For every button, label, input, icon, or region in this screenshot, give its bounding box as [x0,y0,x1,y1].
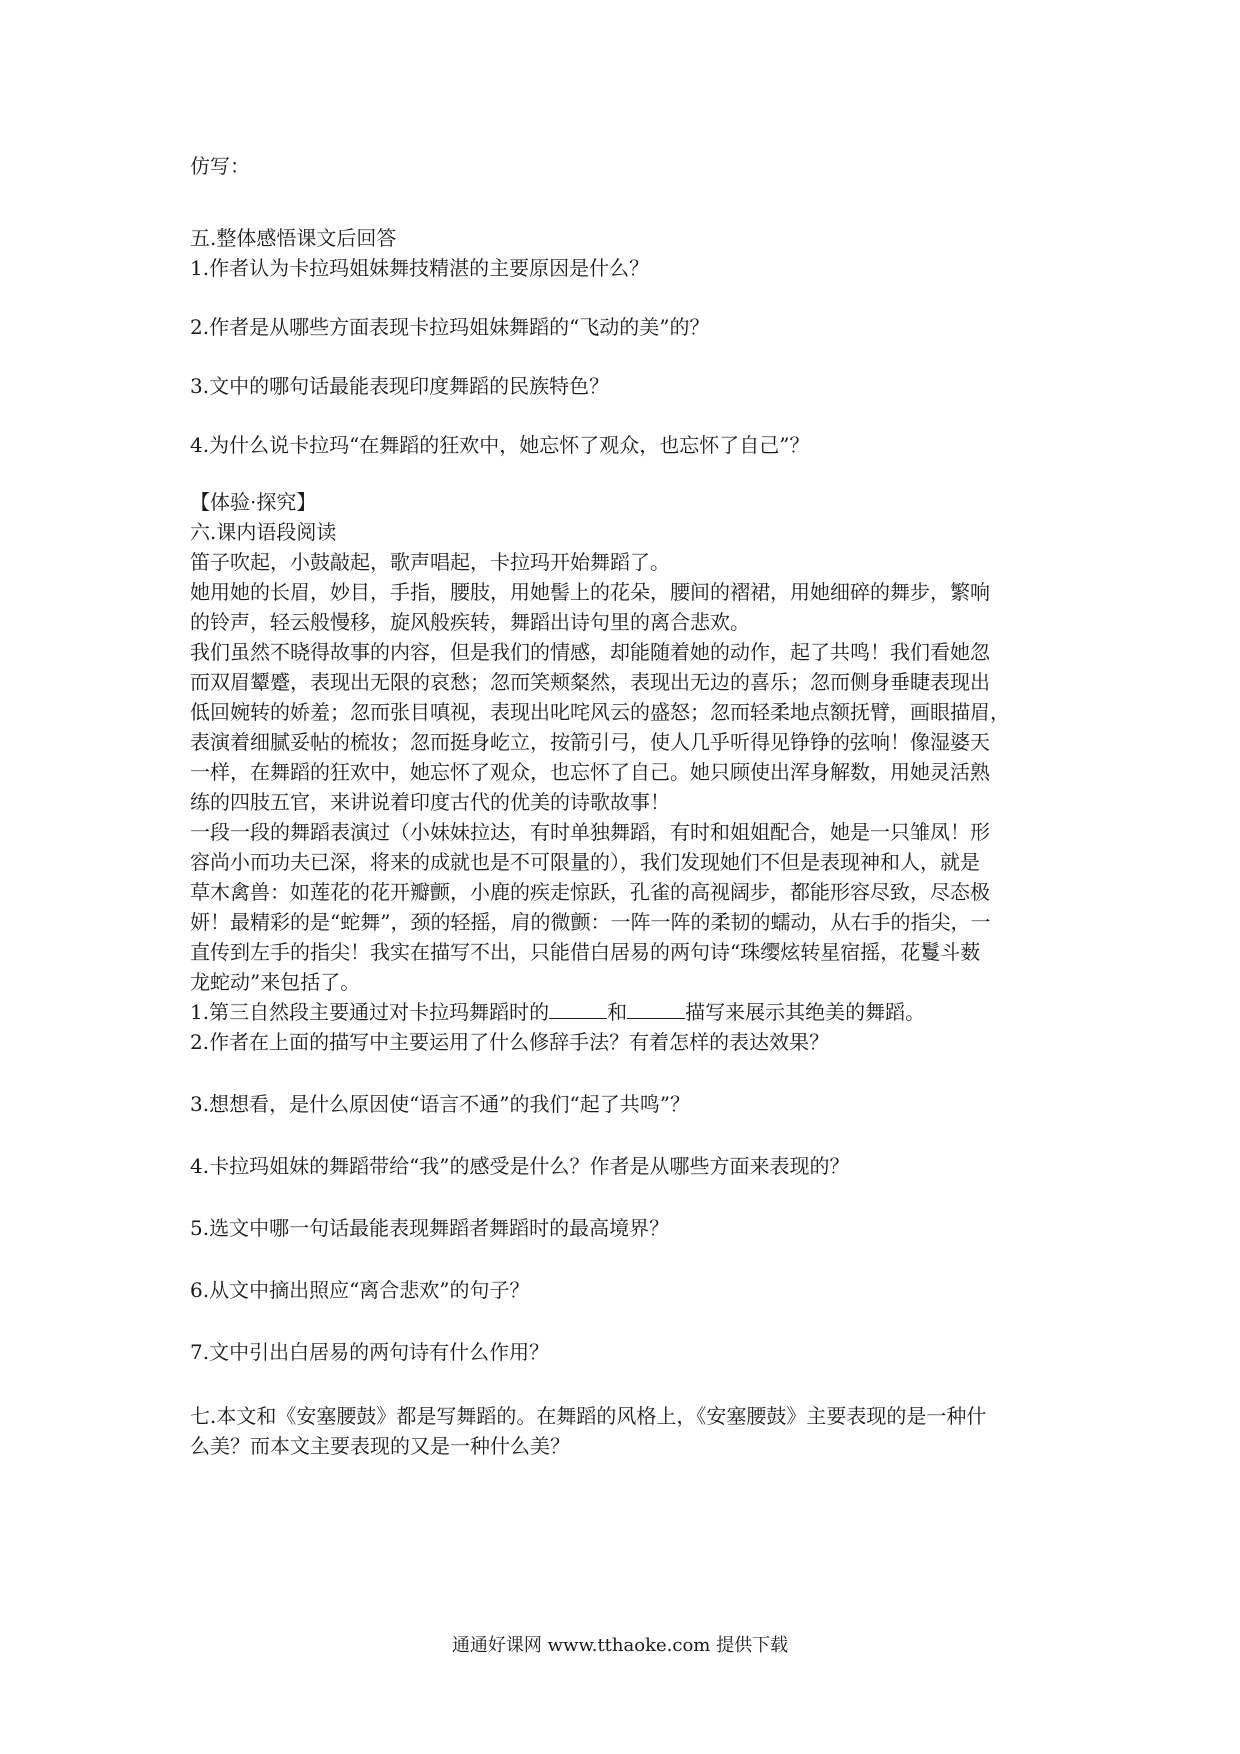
passage-line: 我们虽然不晓得故事的内容，但是我们的情感，却能随着她的动作，起了共鸣！我们看她忽 [190,640,990,664]
passage-line: 练的四肢五官，来讲说着印度古代的优美的诗歌故事！ [190,790,670,814]
passage-line: 低回婉转的娇羞；忽而张目嗔视，表现出叱咤风云的盛怒；忽而轻柔地点额抚臂，画眼描眉， [190,700,1010,724]
imitation-writing-label: 仿写： [190,154,250,178]
experience-heading: 【体验·探究】 [190,490,317,514]
answer-blank[interactable] [627,998,685,1019]
fill-in-text: 1.第三自然段主要通过对卡拉玛舞蹈时的 [190,1000,550,1024]
section-six-heading: 六.课内语段阅读 [190,520,337,544]
passage-line: 她用她的长眉，妙目，手指，腰肢，用她髻上的花朵，腰间的褶裙，用她细碎的舞步，繁响 [190,580,990,604]
passage-line: 的铃声，轻云般慢移，旋风般疾转，舞蹈出诗句里的离合悲欢。 [190,610,750,634]
passage-line: 直传到左手的指尖！我实在描写不出，只能借白居易的两句诗“珠缨炫转星宿摇，花鬘斗薮 [190,940,981,964]
section-five-heading: 五.整体感悟课文后回答 [190,226,397,250]
passage-line: 一段一段的舞蹈表演过（小妹妹拉达，有时单独舞蹈，有时和姐姐配合，她是一只雏凤！形 [190,820,990,844]
fill-in-text: 和 [607,1000,628,1024]
question-line: 4.卡拉玛姐妹的舞蹈带给“我”的感受是什么？作者是从哪些方面来表现的？ [190,1154,850,1178]
question-line: 3.文中的哪句话最能表现印度舞蹈的民族特色？ [190,374,610,398]
passage-line: 容尚小而功夫已深，将来的成就也是不可限量的），我们发现她们不但是表现神和人，就是 [190,850,980,874]
question-line: 2.作者在上面的描写中主要运用了什么修辞手法？有着怎样的表达效果？ [190,1030,830,1054]
question-line: 4.为什么说卡拉玛“在舞蹈的狂欢中，她忘怀了观众，也忘怀了自己”？ [190,433,810,457]
question-line: 6.从文中摘出照应“离合悲欢”的句子？ [190,1278,530,1302]
passage-line: 笛子吹起，小鼓敲起，歌声唱起，卡拉玛开始舞蹈了。 [190,550,670,574]
page-footer: 通通好课网 www.tthaoke.com 提供下载 [451,1635,789,1656]
question-line: 5.选文中哪一句话最能表现舞蹈者舞蹈时的最高境界？ [190,1216,670,1240]
answer-blank[interactable] [549,998,607,1019]
section-seven-line: 么美？而本文主要表现的又是一种什么美？ [190,1434,570,1458]
passage-line: 草木禽兽：如莲花的花开瓣颤，小鹿的疾走惊跃，孔雀的高视阔步，都能形容尽致，尽态极 [190,880,990,904]
passage-line: 龙蛇动”来包括了。 [190,970,361,994]
question-line: 2.作者是从哪些方面表现卡拉玛姐妹舞蹈的“飞动的美”的？ [190,315,710,339]
section-seven-line: 七.本文和《安塞腰鼓》都是写舞蹈的。在舞蹈的风格上，《安塞腰鼓》主要表现的是一种什 [190,1404,987,1428]
question-line: 7.文中引出白居易的两句诗有什么作用？ [190,1340,550,1364]
passage-line: 一样，在舞蹈的狂欢中，她忘怀了观众，也忘怀了自己。她只顾使出浑身解数，用她灵活熟 [190,760,990,784]
fill-in-text: 描写来展示其绝美的舞蹈。 [685,1000,926,1024]
passage-line: 表演着细腻妥帖的梳妆；忽而挺身屹立，按箭引弓，使人几乎听得见铮铮的弦响！像湿婆天 [190,730,990,754]
question-line: 3.想想看，是什么原因使“语言不通”的我们“起了共鸣”？ [190,1092,690,1116]
question-line: 1.作者认为卡拉玛姐妹舞技精湛的主要原因是什么？ [190,256,650,280]
passage-line: 而双眉颦蹙，表现出无限的哀愁；忽而笑颊粲然，表现出无边的喜乐；忽而侧身垂睫表现出 [190,670,990,694]
passage-line: 妍！最精彩的是“蛇舞”，颈的轻摇，肩的微颤：一阵一阵的柔韧的蠕动，从右手的指尖，一 [190,910,991,934]
fill-in-question [190,996,1060,1028]
